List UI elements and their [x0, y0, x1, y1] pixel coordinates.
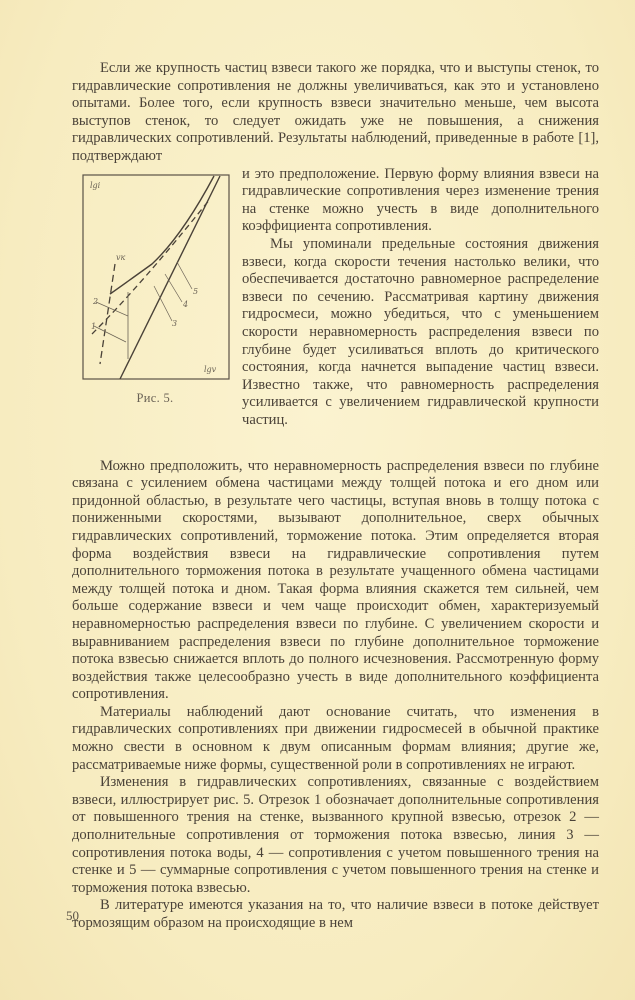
- figure-caption: Рис. 5.: [136, 390, 174, 405]
- svg-text:5: 5: [193, 286, 199, 296]
- svg-text:3: 3: [172, 318, 178, 328]
- paragraph-observations: Материалы наблюдений дают основание считать, что изменения в гидравлических сопротивлениях при движении гидросмесей в обычной практике можно свести в основном к двум описанным формам влияния; другие же, рассматриваемые ниже формы, существенной роли в сопротивлениях не играют.: [72, 703, 599, 773]
- paragraph-figure-explanation: Изменения в гидравлических сопротивлениях, связанные с воздействием взвеси, иллюстрирует рис. 5. Отрезок 1 обозначает дополнительные сопротивления от повышенного трения на стенке, вызванного крупной взвесью, отрезок 2 — дополнительные сопротивления от торможения потока взвесью, линия 3 — сопротивления потока воды, 4 — сопротивления с учетом повышенного трения на стенке и 5 — суммарные сопротивления с учетом повышенного трения на стенке и торможения потока взвесью.: [72, 774, 599, 896]
- axis-y-label: lgi: [90, 180, 101, 190]
- page-body: [72, 60, 599, 933]
- figure-block: [72, 166, 599, 458]
- paragraph-hypothesis: Можно предположить, что неравномерность распределения взвеси по глубине связана с усилением обмена частицами между толщей потока и его дном или придонной областью, в результате чего частицы, вступая вновь в толщу потока с пониженными скоростями, вызывают дополнительное, сверх обычных гидравлических сопротивлений, торможение потока. Этим определяется вторая форма воздействия взвеси на гидравлические сопротивления путем дополнительного торможения потока в результате учащенного обмена частицами между толщей потока и дном. Такая форма влияния скажется тем сильней, чем больше содержание взвеси и чем чаще происходит обмен, характеризуемый неравномерностью распределения взвеси по глубине. С увеличением скорости и выравниванием распределения взвеси по глубине дополнительное торможение потока взвесью снижается вплоть до полного исчезновения. Рассмотренную форму воздействия также целесообразно учесть в виде дополнительного коэффициента сопротивления.: [72, 457, 599, 703]
- svg-text:2: 2: [93, 296, 99, 306]
- paragraph-literature: В литературе имеются указания на то, что наличие взвеси в потоке действует тормозящим образом на происходящие в нем: [72, 897, 599, 931]
- resistance-chart-diagram: [82, 174, 230, 380]
- page-number: 50: [66, 908, 79, 923]
- paragraph-intro: Если же крупность частиц взвеси такого же порядка, что и выступы стенок, то гидравлические сопротивления не должны увеличиваться, как это и установлено опытами. Более того, если крупность взвеси значительно меньше, чем высота выступов стенок, то следует ожидать уже не повышения, а снижения гидравлических сопротивлений. Результаты наблюдений, приведенные в работе [1], подтверждают: [72, 60, 599, 164]
- paragraph-continuation: и это предположение. Первую форму влияния взвеси на гидравлические сопротивления через изменение трения на стенке можно учесть в виде дополнительного коэффициента сопротивления.: [242, 165, 599, 235]
- figure-5: [82, 174, 230, 380]
- side-column: [242, 166, 599, 430]
- paragraph-limit-states: Мы упоминали предельные состояния движения взвеси, когда скорости течения настолько велики, что обеспечивается достаточно равномерное распределение взвеси по сечению. Рассматривая картину движения гидросмеси, можно убедиться, что с уменьшением скорости неравномерность распределения взвеси по глубине будет усиливаться вплоть до критического состояния, когда начнется выпадение частиц взвеси. Известно также, что равномерность распределения усиливается с увеличением гидравлической крупности частиц.: [242, 235, 599, 428]
- vk-label: vк: [116, 252, 126, 262]
- axis-x-label: lgv: [204, 364, 217, 374]
- svg-text:4: 4: [183, 299, 189, 309]
- svg-text:1: 1: [91, 321, 97, 331]
